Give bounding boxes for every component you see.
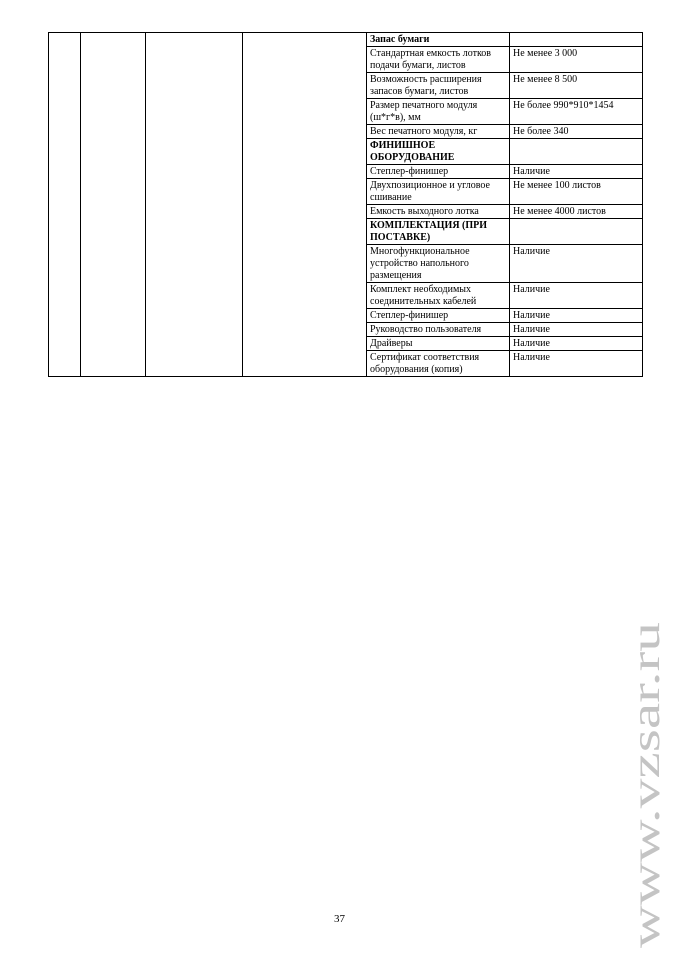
watermark-text: www.vzsar.ru [623, 728, 668, 948]
value-cell: Не более 990*910*1454 [510, 99, 643, 125]
parameter-cell: ФИНИШНОЕ ОБОРУДОВАНИЕ [367, 139, 510, 165]
parameter-cell: Двухпозиционное и угловое сшивание [367, 179, 510, 205]
parameter-cell: Стандартная емкость лотков подачи бумаги, листов [367, 47, 510, 73]
value-cell: Не менее 4000 листов [510, 205, 643, 219]
empty-column-cell [49, 33, 81, 377]
parameter-cell: Вес печатного модуля, кг [367, 125, 510, 139]
value-cell: Наличие [510, 323, 643, 337]
value-cell: Наличие [510, 245, 643, 283]
empty-column-cell [146, 33, 243, 377]
value-cell: Не менее 100 листов [510, 179, 643, 205]
empty-column-cell [81, 33, 146, 377]
parameter-cell: КОМПЛЕКТАЦИЯ (ПРИ ПОСТАВКЕ) [367, 219, 510, 245]
value-cell: Наличие [510, 351, 643, 377]
page-number: 37 [334, 913, 345, 925]
value-cell: Наличие [510, 337, 643, 351]
parameter-cell: Емкость выходного лотка [367, 205, 510, 219]
value-cell [510, 219, 643, 245]
value-cell: Не менее 8 500 [510, 73, 643, 99]
value-cell: Наличие [510, 309, 643, 323]
watermark [623, 620, 668, 950]
value-cell: Не менее 3 000 [510, 47, 643, 73]
specification-table-body [49, 33, 643, 377]
parameter-cell: Запас бумаги [367, 33, 510, 47]
value-cell: Не более 340 [510, 125, 643, 139]
parameter-cell: Размер печатного модуля (ш*г*в), мм [367, 99, 510, 125]
specification-table [48, 32, 643, 377]
parameter-cell: Комплект необходимых соединительных кабелей [367, 283, 510, 309]
value-cell [510, 139, 643, 165]
parameter-cell: Драйверы [367, 337, 510, 351]
value-cell: Наличие [510, 165, 643, 179]
value-cell: Наличие [510, 283, 643, 309]
parameter-cell: Сертификат соответствия оборудования (копия) [367, 351, 510, 377]
parameter-cell: Степлер-финишер [367, 165, 510, 179]
parameter-cell: Возможность расширения запасов бумаги, листов [367, 73, 510, 99]
section-header-row [49, 33, 643, 47]
parameter-cell: Руководство пользователя [367, 323, 510, 337]
value-cell [510, 33, 643, 47]
parameter-cell: Многофункциональное устройство напольного размещения [367, 245, 510, 283]
empty-column-cell [243, 33, 367, 377]
watermark-graphic [623, 620, 668, 950]
parameter-cell: Степлер-финишер [367, 309, 510, 323]
